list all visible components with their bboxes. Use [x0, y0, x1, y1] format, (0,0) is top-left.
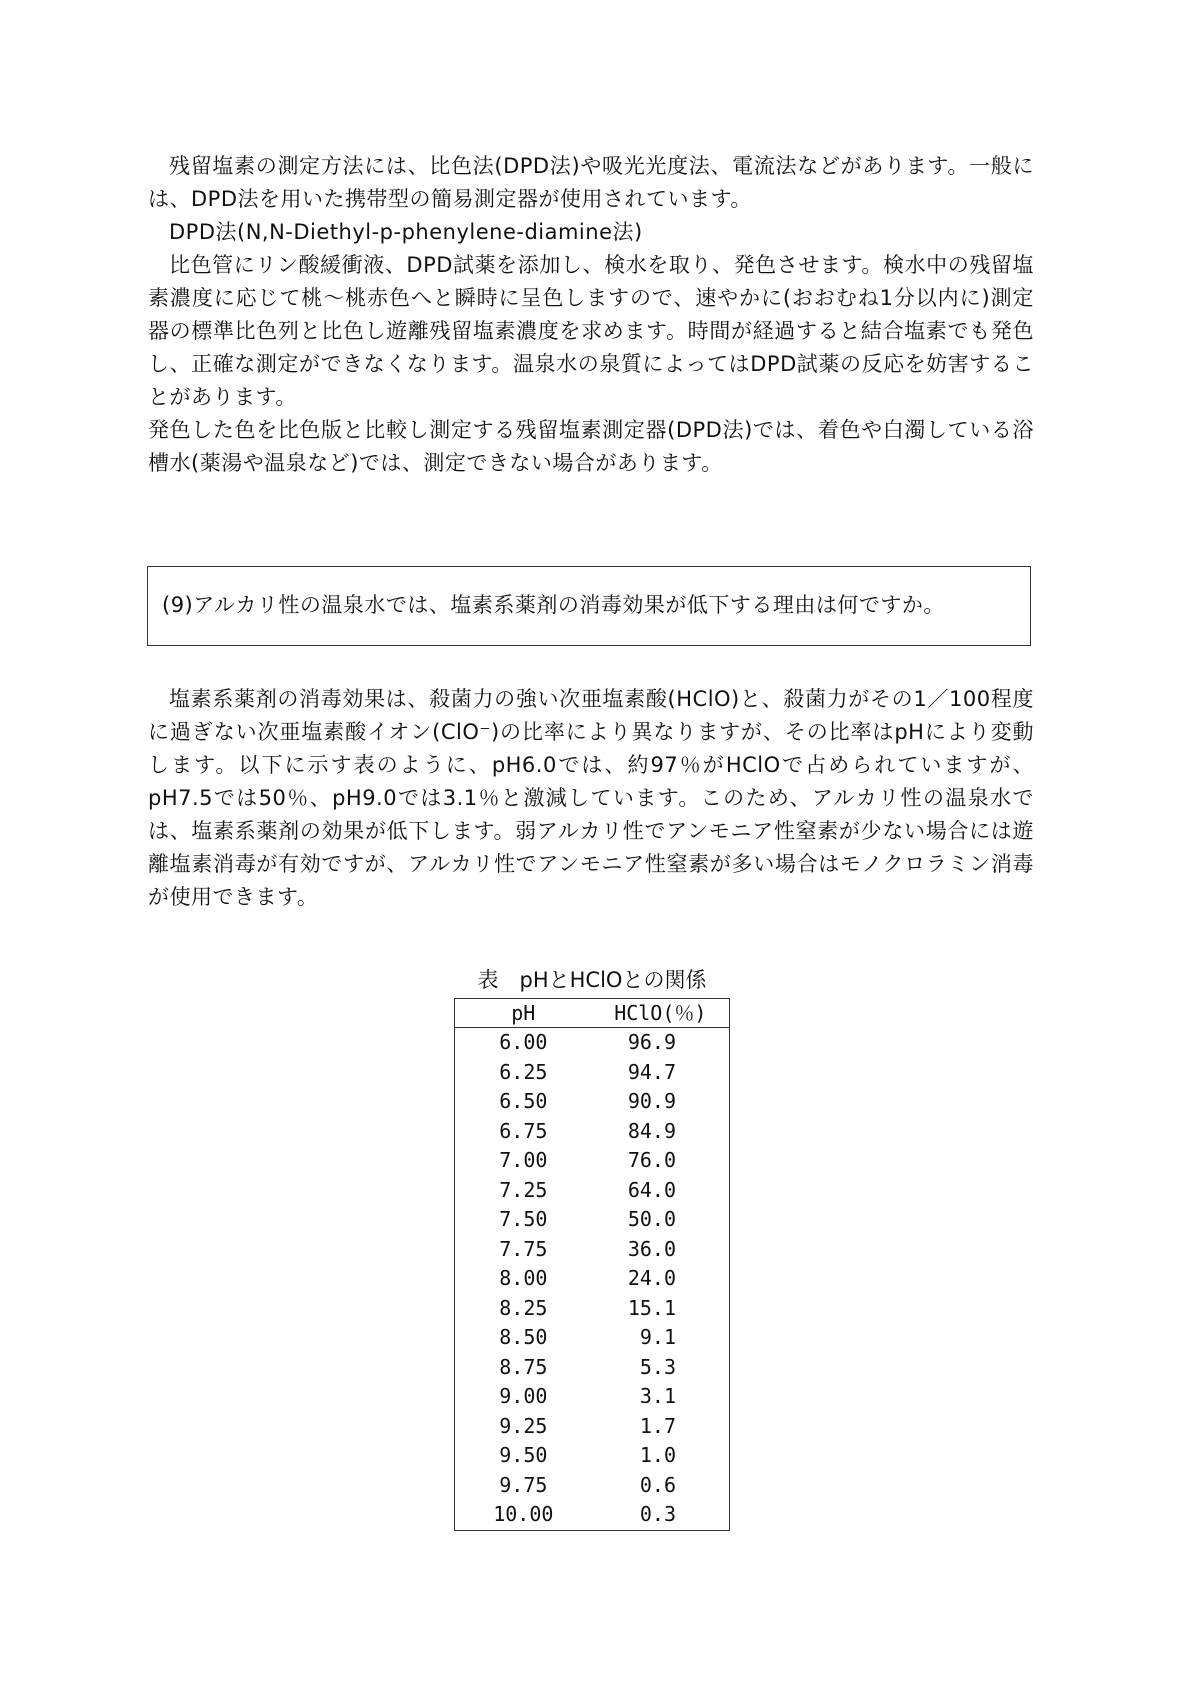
- question-text: (9)アルカリ性の温泉水では、塩素系薬剤の消毒効果が低下する理由は何ですか。: [162, 593, 945, 617]
- hclo-cell: 0.6: [639, 1472, 676, 1497]
- ph-cell: 10.00: [493, 1502, 554, 1526]
- table-row: [455, 1117, 730, 1147]
- ph-cell: 6.50: [499, 1089, 548, 1113]
- hclo-cell: 50.0: [627, 1207, 676, 1231]
- hclo-cell: 3.1: [639, 1384, 676, 1408]
- table-row: [455, 1294, 730, 1324]
- table-row: [455, 1176, 730, 1206]
- hclo-cell: 15.1: [627, 1295, 676, 1320]
- table-row: [455, 1028, 730, 1058]
- intro-paragraph-3: 比色管にリン酸緩衝液、DPD試薬を添加し、検水を取り、発色させます。検水中の残留塩素濃度に応じて桃～桃赤色へと瞬時に呈色しますので、速やかに(おおむね1分以内に)測定器の標準比色列と比色し遊離残留塩素濃度を求めます。時間が経過すると結合塩素でも発色し、正確な測定ができなくなります。温泉水の泉質によってはDPD試薬の反応を妨害することがあります。: [148, 253, 1034, 409]
- table-row: [455, 1441, 730, 1471]
- hclo-cell: 1.7: [639, 1413, 676, 1438]
- ph-cell: 9.50: [499, 1443, 548, 1467]
- ph-cell: 8.75: [499, 1354, 548, 1379]
- hclo-cell: 36.0: [627, 1236, 676, 1261]
- table-row: [455, 1264, 730, 1294]
- hclo-cell: 1.0: [639, 1443, 676, 1467]
- answer-paragraph: 塩素系薬剤の消毒効果は、殺菌力の強い次亜塩素酸(HClO)と、殺菌力がその1／100程度に過ぎない次亜塩素酸イオン(ClO⁻)の比率により異なりますが、その比率はpHにより変動します。以下に示す表のように、pH6.0では、約97％がHClOで占められていますが、pH7.5では50％、pH9.0では3.1％と激減しています。このため、アルカリ性の温泉水では、塩素系薬剤の効果が低下します。弱アルカリ性でアンモニア性窒素が少ない場合には遊離塩素消毒が有効ですが、アルカリ性でアンモニア性窒素が多い場合はモノクロラミン消毒が使用できます。: [148, 687, 1034, 909]
- ph-cell: 9.00: [499, 1384, 548, 1408]
- table-caption: 表 pHとHClOとの関係: [477, 968, 707, 992]
- hclo-cell: 84.9: [627, 1118, 676, 1143]
- ph-cell: 7.25: [499, 1177, 548, 1202]
- hclo-cell: 94.7: [627, 1059, 676, 1084]
- table-row: [455, 1471, 730, 1501]
- header-hclo: HClO(％): [592, 999, 730, 1028]
- ph-cell: 6.25: [499, 1059, 548, 1084]
- ph-cell: 7.75: [499, 1236, 548, 1261]
- hclo-cell: 24.0: [627, 1266, 676, 1290]
- table-row: [455, 1146, 730, 1176]
- intro-paragraph-1: 残留塩素の測定方法には、比色法(DPD法)や吸光光度法、電流法などがあります。一般には、DPD法を用いた携帯型の簡易測定器が使用されています。: [148, 154, 1034, 211]
- table-row: [455, 1412, 730, 1442]
- hclo-cell: 64.0: [627, 1177, 676, 1202]
- table-row: [455, 1058, 730, 1088]
- ph-cell: 7.00: [499, 1148, 548, 1172]
- hclo-cell: 9.1: [639, 1325, 676, 1349]
- ph-cell: 8.25: [499, 1295, 548, 1320]
- ph-cell: 9.75: [499, 1472, 548, 1497]
- ph-cell: 8.00: [499, 1266, 548, 1290]
- table-row: [455, 1205, 730, 1235]
- ph-cell: 6.00: [499, 1030, 548, 1054]
- ph-cell: 9.25: [499, 1413, 548, 1438]
- ph-cell: 6.75: [499, 1118, 548, 1143]
- table-header-row: [455, 999, 730, 1028]
- ph-cell: 7.50: [499, 1207, 548, 1231]
- hclo-cell: 0.3: [639, 1502, 676, 1526]
- intro-paragraph-4: 発色した色を比色版と比較し測定する残留塩素測定器(DPD法)では、着色や白濁している浴槽水(薬湯や温泉など)では、測定できない場合があります。: [148, 418, 1034, 475]
- ph-hclo-table: [454, 998, 730, 1531]
- table-row: [455, 1087, 730, 1117]
- table-row: [455, 1323, 730, 1353]
- header-ph: pH: [455, 999, 592, 1028]
- question-box: [147, 566, 1031, 646]
- hclo-cell: 90.9: [627, 1089, 676, 1113]
- hclo-cell: 5.3: [639, 1354, 676, 1379]
- hclo-cell: 76.0: [627, 1148, 676, 1172]
- hclo-cell: 96.9: [627, 1030, 676, 1054]
- ph-cell: 8.50: [499, 1325, 548, 1349]
- table-row: [455, 1353, 730, 1383]
- table-row: [455, 1382, 730, 1412]
- table-row: [455, 1235, 730, 1265]
- table-row: [455, 1500, 730, 1530]
- dpd-method-heading: DPD法(N,N-Diethyl-p-phenylene-diamine法): [169, 220, 643, 244]
